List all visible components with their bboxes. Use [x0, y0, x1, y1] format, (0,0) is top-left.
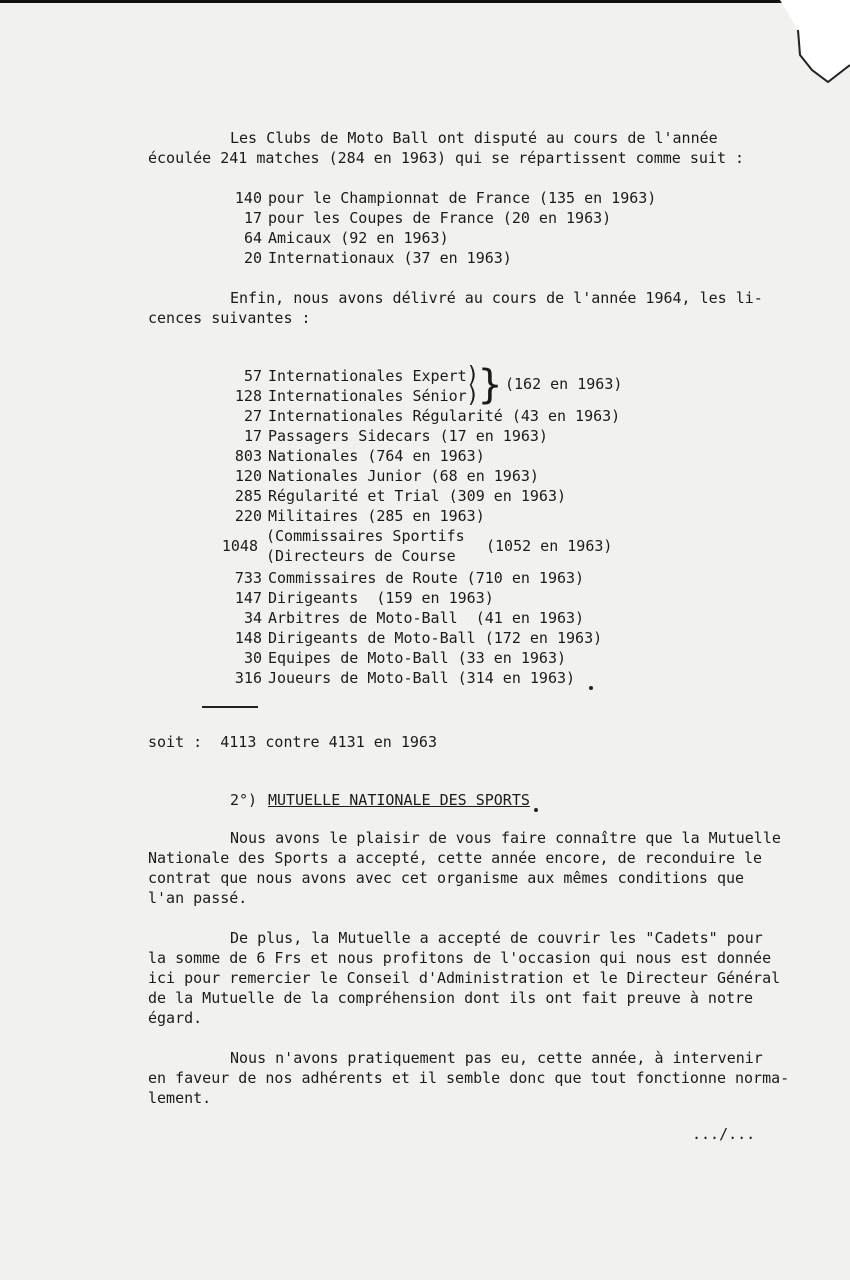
lic-militaires-t: Militaires (285 en 1963): [268, 507, 485, 525]
lic-regularite-trial-t: Régularité et Trial (309 en 1963): [268, 487, 567, 505]
ink-dot: [534, 808, 538, 812]
para4-line3: ici pour remercier le Conseil d'Administration et le Directeur Général: [148, 969, 781, 987]
lic-directeurs-course: (Directeurs de Course: [266, 547, 456, 565]
para4-line2: la somme de 6 Frs et nous profitons de l'occasion qui nous est donnée: [148, 949, 772, 967]
lic-joueurs-t: Joueurs de Moto-Ball (314 en 1963): [268, 669, 576, 687]
lic-intl-regularite-n: 27: [243, 407, 262, 425]
para1-line2: écoulée 241 matches (284 en 1963) qui se répartissent comme suit :: [148, 149, 745, 167]
para1-line1: Les Clubs de Moto Ball ont disputé au cours de l'année: [230, 129, 718, 147]
matches-n: 17: [243, 209, 262, 227]
matches-n: 140: [234, 189, 262, 207]
lic-dir-moto-ball-t: Dirigeants de Moto-Ball (172 en 1963): [268, 629, 603, 647]
lic-commissaires-sportifs: (Commissaires Sportifs: [266, 527, 465, 545]
lic-nationales-t: Nationales (764 en 1963): [268, 447, 485, 465]
lic-intl-senior-t: Internationales Sénior: [268, 387, 467, 405]
para5-line2: en faveur de nos adhérents et il semble donc que tout fonctionne norma-: [148, 1069, 790, 1087]
continuation-marker: .../...: [692, 1125, 756, 1143]
torn-corner: [780, 0, 850, 100]
lic-intl-group-note: (162 en 1963): [505, 375, 623, 393]
para5-line3: lement.: [148, 1089, 212, 1107]
curly-brace: }: [478, 362, 503, 408]
lic-comm-route-n: 733: [234, 569, 262, 587]
para4-line1: De plus, la Mutuelle a accepté de couvrir les "Cadets" pour: [230, 929, 763, 947]
ink-dot: [589, 686, 593, 690]
lic-comm-route-t: Commissaires de Route (710 en 1963): [268, 569, 585, 587]
lic-intl-senior-n: 128: [234, 387, 262, 405]
para3-line2: Nationale des Sports a accepté, cette année encore, de reconduire le: [148, 849, 763, 867]
lic-nat-junior-t: Nationales Junior (68 en 1963): [268, 467, 539, 485]
lic-arbitres-t: Arbitres de Moto-Ball (41 en 1963): [268, 609, 585, 627]
para3-line1: Nous avons le plaisir de vous faire connaître que la Mutuelle: [230, 829, 781, 847]
section-number: 2°): [230, 791, 258, 809]
lic-intl-regularite-t: Internationales Régularité (43 en 1963): [268, 407, 621, 425]
section-title: MUTUELLE NATIONALE DES SPORTS: [268, 791, 530, 809]
lic-arbitres-n: 34: [243, 609, 262, 627]
para2-line1: Enfin, nous avons délivré au cours de l'année 1964, les li-: [230, 289, 763, 307]
lic-nat-junior-n: 120: [234, 467, 262, 485]
closing-paren-brace: ): [466, 363, 480, 388]
lic-equipes-t: Equipes de Moto-Ball (33 en 1963): [268, 649, 567, 667]
lic-nationales-n: 803: [234, 447, 262, 465]
lic-passagers-t: Passagers Sidecars (17 en 1963): [268, 427, 548, 445]
lic-commissaires-n: 1048: [221, 537, 258, 555]
lic-equipes-n: 30: [243, 649, 262, 667]
lic-commissaires-note: (1052 en 1963): [486, 537, 613, 555]
para4-line5: égard.: [148, 1009, 203, 1027]
matches-t: Amicaux (92 en 1963): [268, 229, 449, 247]
para3-line4: l'an passé.: [148, 889, 248, 907]
matches-t: pour le Championnat de France (135 en 1963): [268, 189, 657, 207]
total-rule: [202, 706, 258, 708]
lic-intl-expert-n: 57: [243, 367, 262, 385]
lic-joueurs-n: 316: [234, 669, 262, 687]
lic-passagers-n: 17: [243, 427, 262, 445]
closing-paren-brace: ): [466, 383, 480, 408]
lic-dirigeants-t: Dirigeants (159 en 1963): [268, 589, 494, 607]
lic-dir-moto-ball-n: 148: [234, 629, 262, 647]
lic-intl-expert-t: Internationales Expert: [268, 367, 467, 385]
lic-dirigeants-n: 147: [234, 589, 262, 607]
matches-n: 64: [243, 229, 262, 247]
matches-n: 20: [243, 249, 262, 267]
para4-line4: de la Mutuelle de la compréhension dont ils ont fait preuve à notre: [148, 989, 754, 1007]
lic-militaires-n: 220: [234, 507, 262, 525]
matches-t: pour les Coupes de France (20 en 1963): [268, 209, 612, 227]
page-top-edge: [0, 0, 790, 3]
para2-line2: cences suivantes :: [148, 309, 311, 327]
para3-line3: contrat que nous avons avec cet organisme aux mêmes conditions que: [148, 869, 745, 887]
para5-line1: Nous n'avons pratiquement pas eu, cette année, à intervenir: [230, 1049, 763, 1067]
total-line: soit : 4113 contre 4131 en 1963: [148, 733, 437, 751]
lic-regularite-trial-n: 285: [234, 487, 262, 505]
matches-t: Internationaux (37 en 1963): [268, 249, 512, 267]
